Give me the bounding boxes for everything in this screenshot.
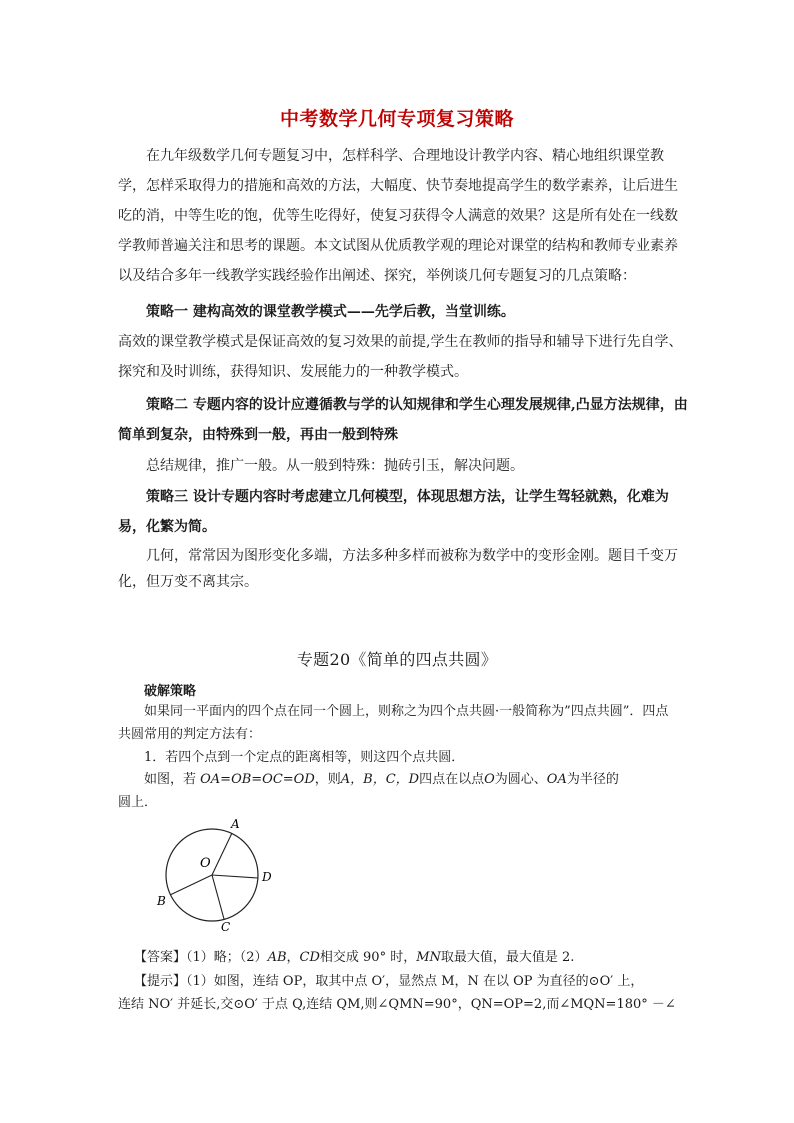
strategy-three-heading: 策略三 设计专题内容时考虑建立几何模型，体现思想方法，让学生驾轻就熟，化难为易，化繁为简。 xyxy=(118,489,669,535)
example-mid2: 四点在以点 xyxy=(419,772,485,787)
label-d: D xyxy=(262,870,272,884)
radius-oc xyxy=(212,875,224,919)
label-b: B xyxy=(157,894,166,908)
strategy-one-heading: 策略一 建构高效的课堂教学模式——先学后教，当堂训练。 xyxy=(146,304,515,320)
method-one: 1．若四个点到一个定点的距离相等，则这四个点共圆． xyxy=(144,750,465,765)
radius-oa xyxy=(212,833,232,875)
section-title: 专题20《简单的四点共圆》 xyxy=(296,650,498,669)
example-radius: OA xyxy=(546,772,567,787)
example-expression: OA=OB=OC=OD xyxy=(200,772,315,787)
hint-line1: （1）如图，连结 OP，取其中点 O′，显然点 M，N 在以 OP 为直径的⊙O′ 上， xyxy=(186,974,644,989)
example-prefix: 如图，若 xyxy=(144,772,201,787)
example-points: A，B，C，D xyxy=(340,772,420,787)
example-line2: 圆上． xyxy=(118,795,158,810)
radius-od xyxy=(212,875,258,878)
answer-line xyxy=(118,946,678,969)
solution-strategy-heading: 破解策略 xyxy=(144,684,197,699)
answer-tag: 【答案】 xyxy=(134,950,187,965)
answer-cd: CD xyxy=(299,950,320,965)
answer-sep: ， xyxy=(286,950,300,965)
example-mid: ，则 xyxy=(314,772,341,787)
strategy-three-text: 几何，常常因为图形变化多端，方法多种多样而被称为数学中的变形金刚。题目千变万化，但万变不离其宗。 xyxy=(118,548,678,590)
answer-text1: （1）略；（2） xyxy=(186,950,268,965)
label-a: A xyxy=(231,817,240,831)
strategy-two-heading: 策略二 专题内容的设计应遵循教与学的认知规律和学生心理发展规律,凸显方法规律，由简单到复杂，由特殊到一般，再由一般到特殊 xyxy=(118,397,688,443)
document-title: 中考数学几何专项复习策略 xyxy=(279,108,514,130)
circle-figure xyxy=(150,815,290,935)
hint-line2: 连结 NO′ 并延长,交⊙O′ 于点 Q,连结 QM,则∠QMN=90°，QN=OP=2,而∠MQN=180° －∠ xyxy=(118,997,676,1012)
answer-mn: MN xyxy=(416,950,441,965)
answer-ab: AB xyxy=(267,950,287,965)
intro-paragraph: 在九年级数学几何专题复习中，怎样科学、合理地设计教学内容、精心地组织课堂教学，怎样采取得力的措施和高效的方法，大幅度、快节奏地提高学生的数学素养，让后进生吃的消，中等生吃的饱，优等生吃得好，使复习获得令人满意的效果？这是所有处在一线数学教师普遍关注和思考的课题。本文试图从优质教学观的理论对课堂的结构和教师专业素养以及结合多年一线教学实践经验作出阐述、探究，举例谈几何专题复习的几点策略： xyxy=(118,148,678,284)
label-o: O xyxy=(200,856,211,871)
strategy-two-text: 总结规律，推广一般。从一般到特殊：抛砖引玉，解决问题。 xyxy=(146,458,524,474)
example-suffix: 为半径的 xyxy=(566,772,619,787)
hint-tag: 【提示】 xyxy=(134,974,187,989)
answer-text3: 取最大值，最大值是 2. xyxy=(440,950,575,965)
label-c: C xyxy=(221,920,231,934)
example-mid3: 为圆心、 xyxy=(494,772,547,787)
strategy-one-text: 高效的课堂教学模式是保证高效的复习效果的前提,学生在教师的指导和辅导下进行先自学、探究和及时训练，获得知识、发展能力的一种教学模式。 xyxy=(118,334,683,380)
radius-ob xyxy=(170,875,212,895)
hint-block xyxy=(118,970,678,1016)
answer-text2: 相交成 90° 时， xyxy=(319,950,417,965)
example-center: O xyxy=(484,772,495,787)
definition-paragraph: 如果同一平面内的四个点在同一个圆上，则称之为四个点共圆·一般简称为”四点共圆”．四点共圆常用的判定方法有： xyxy=(118,704,669,742)
example-paragraph xyxy=(118,768,678,814)
